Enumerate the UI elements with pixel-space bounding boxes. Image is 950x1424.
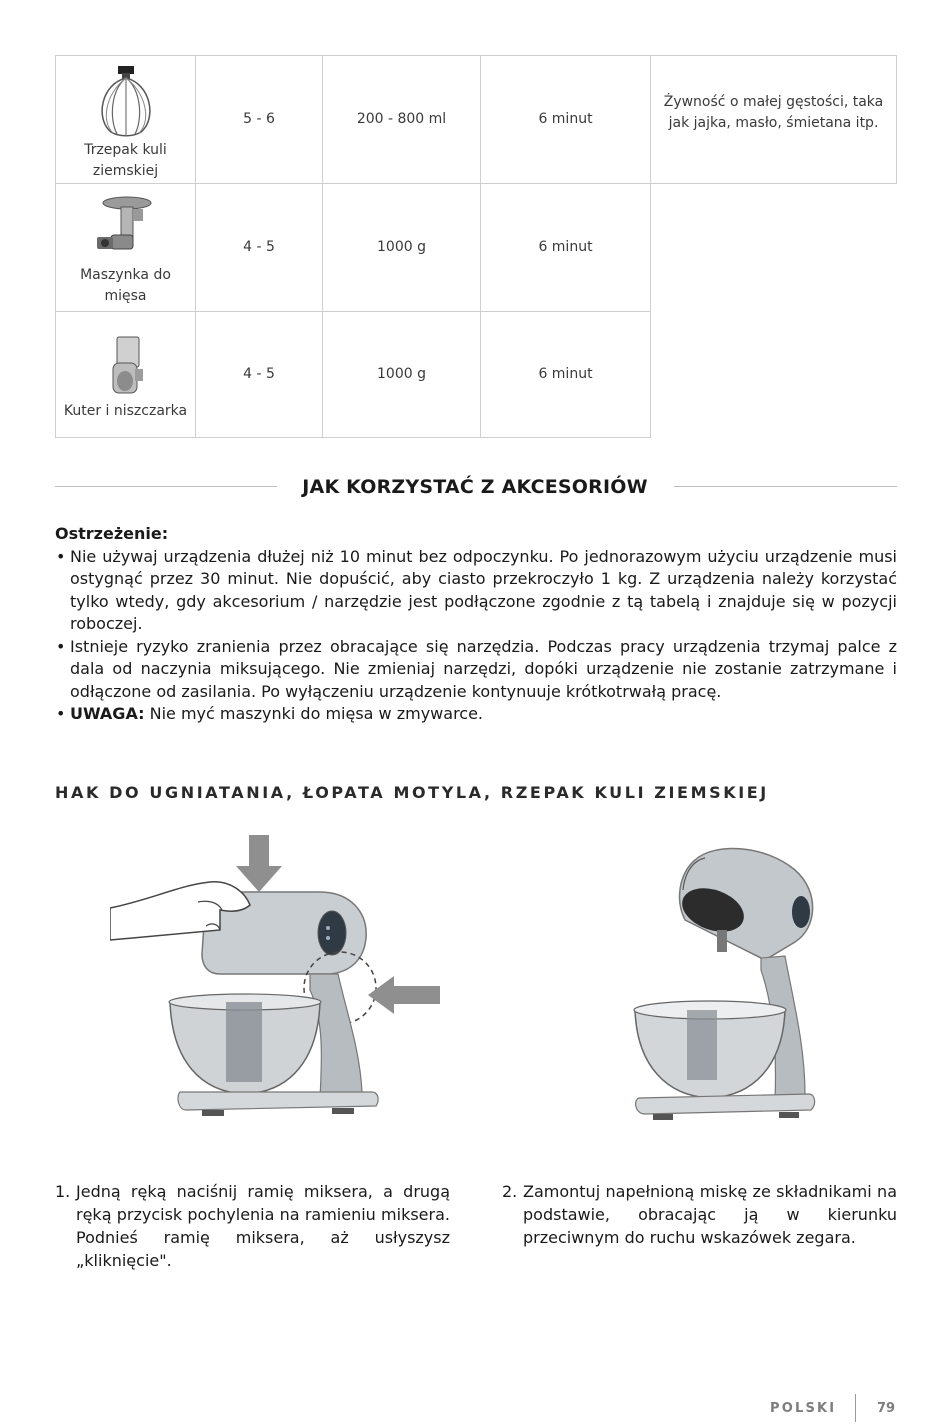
mixer-bowl-illustration bbox=[625, 830, 840, 1140]
time-cell: 6 minut bbox=[481, 56, 651, 184]
accessory-table bbox=[55, 55, 897, 438]
tool-name: Kuter i niszczarka bbox=[63, 403, 188, 419]
amount-cell: 200 - 800 ml bbox=[323, 56, 481, 184]
mixer-tilt-illustration bbox=[110, 830, 440, 1145]
left-arrow-icon bbox=[368, 976, 394, 1014]
tool-name: Maszynka do mięsa bbox=[80, 266, 171, 304]
table-row bbox=[56, 56, 897, 184]
note-label: UWAGA: bbox=[70, 704, 145, 723]
step-text: Zamontuj napełnioną miskę ze składnikami na podstawie, obracając ją w kierunku przeciwnym do ruchu wskazówek zegara. bbox=[523, 1182, 897, 1247]
step-number: 1. bbox=[55, 1182, 71, 1201]
speed-cell: 4 - 5 bbox=[196, 312, 323, 438]
speed-cell: 5 - 6 bbox=[196, 56, 323, 184]
page-number: 79 bbox=[877, 1401, 896, 1416]
table-row bbox=[56, 184, 897, 312]
sub-heading: HAK DO UGNIATANIA, ŁOPATA MOTYLA, RZEPAK KULI ZIEMSKIEJ bbox=[55, 783, 769, 802]
tool-cell bbox=[56, 184, 196, 312]
amount-cell: 1000 g bbox=[323, 312, 481, 438]
arrow-shaft bbox=[249, 835, 269, 867]
tool-cell bbox=[56, 56, 196, 184]
list-item bbox=[55, 703, 897, 726]
section-title: JAK KORZYSTAĆ Z AKCESORIÓW bbox=[302, 476, 648, 498]
step-2 bbox=[502, 1180, 897, 1249]
time-cell: 6 minut bbox=[481, 184, 651, 312]
note-cell bbox=[651, 56, 897, 184]
meat-grinder-icon bbox=[91, 195, 161, 265]
warning-title: Ostrzeżenie: bbox=[55, 524, 169, 543]
step-text: Jedną ręką naciśnij ramię miksera, a drugą ręką przycisk pochylenia na ramieniu miksera. Podnieś ramię miksera, aż usłyszysz „kliknięcie". bbox=[76, 1182, 450, 1270]
tool-cell bbox=[56, 312, 196, 438]
empty-cell bbox=[651, 184, 897, 438]
amount-cell: 1000 g bbox=[323, 184, 481, 312]
footer-language: POLSKI bbox=[770, 1401, 837, 1416]
step-number: 2. bbox=[502, 1182, 518, 1201]
slicer-shredder-icon bbox=[91, 333, 161, 401]
note-text: Nie myć maszynki do mięsa w zmywarce. bbox=[144, 704, 484, 723]
divider bbox=[674, 486, 897, 487]
list-item: • Nie używaj urządzenia dłużej niż 10 minut bez odpoczynku. Po jednorazowym użyciu urządzenie musi ostygnąć przez 30 minut. Nie dopuścić, aby ciasto przekroczyło 1 kg. Z urządzenia należy korzystać tylko wtedy, gdy akcesorium / narzędzie jest podłączone zgodnie z tą tabelą i znajduje się w pozycji roboczej. bbox=[55, 546, 897, 636]
note-text: Żywność o małej gęstości, taka jak jajka, masło, śmietana itp. bbox=[663, 94, 884, 131]
tool-name: Trzepak kuli ziemskiej bbox=[84, 141, 167, 179]
whisk-icon bbox=[91, 64, 161, 140]
footer-divider bbox=[855, 1394, 856, 1422]
speed-cell: 4 - 5 bbox=[196, 184, 323, 312]
down-arrow-icon bbox=[236, 866, 282, 892]
warning-list bbox=[55, 546, 897, 726]
step-1 bbox=[55, 1180, 450, 1272]
warning-block bbox=[55, 523, 897, 726]
list-item: • Istnieje ryzyko zranienia przez obracające się narzędzia. Podczas pracy urządzenia trzymaj palce z dala od naczynia miksującego. Nie zmieniaj narzędzi, dopóki urządzenie nie zostanie zatrzymane i odłączone od zasilania. Po wyłączeniu urządzenie kontynuuje krótkotrwałą pracę. bbox=[55, 636, 897, 704]
time-cell: 6 minut bbox=[481, 312, 651, 438]
